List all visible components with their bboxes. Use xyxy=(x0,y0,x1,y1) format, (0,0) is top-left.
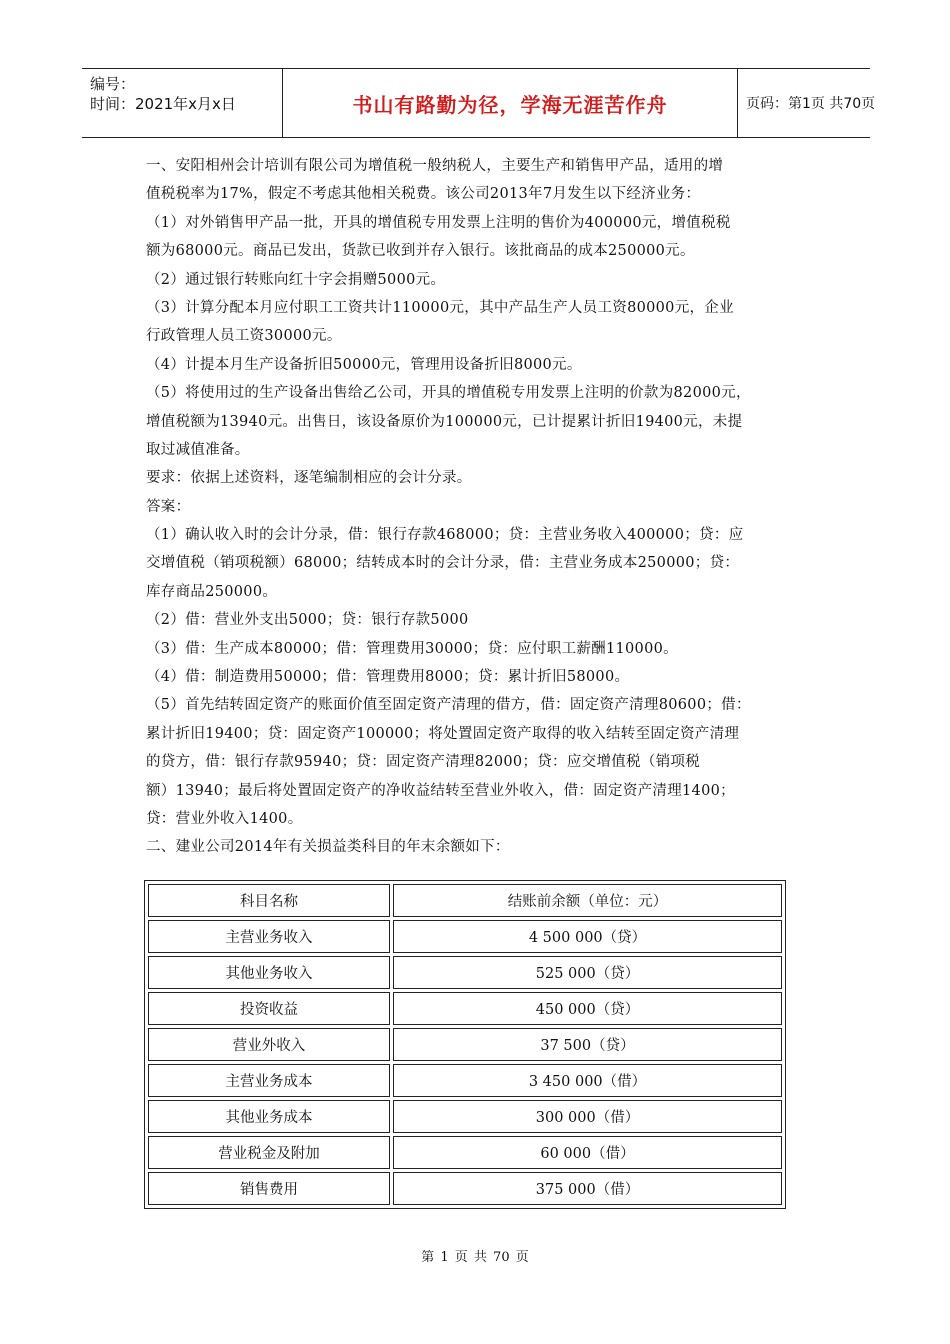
account-name-cell: 营业外收入 xyxy=(148,1028,390,1061)
table-header-account: 科目名称 xyxy=(148,884,390,917)
balance-cell: 375 000（借） xyxy=(393,1172,782,1205)
account-name-cell: 其他业务收入 xyxy=(148,956,390,989)
body-line: 的贷方，借：银行存款95940；贷：固定资产清理82000；贷：应交增值税（销项税 xyxy=(146,754,701,771)
document-body xyxy=(146,152,806,862)
table-row xyxy=(148,1172,782,1205)
balance-cell: 60 000（借） xyxy=(393,1136,782,1169)
table-row xyxy=(148,956,782,989)
body-line: 取过减值准备。 xyxy=(146,441,250,458)
body-line: 值税税率为17%，假定不考虑其他相关税费。该公司2013年7月发生以下经济业务： xyxy=(146,186,701,203)
motto-text: 书山有路勤为径，学海无涯苦作舟 xyxy=(352,92,668,117)
account-name-cell: 主营业务收入 xyxy=(148,920,390,953)
table-row xyxy=(148,1064,782,1097)
page-header xyxy=(82,68,876,138)
body-line: 二、建业公司2014年有关损益类科目的年末余额如下： xyxy=(146,839,510,856)
body-line: （4）计提本月生产设备折旧50000元，管理用设备折旧8000元。 xyxy=(146,356,582,373)
body-line: 交增值税（销项税额）68000；结转成本时的会计分录，借：主营业务成本250000；贷： xyxy=(146,555,740,572)
body-line: （2）通过银行转账向红十字会捐赠5000元。 xyxy=(146,271,446,288)
balance-cell: 37 500（贷） xyxy=(393,1028,782,1061)
table-row xyxy=(148,920,782,953)
body-line: 额为68000元。商品已发出，货款已收到并存入银行。该批商品的成本250000元。 xyxy=(146,243,695,260)
body-line: 答案： xyxy=(146,498,191,515)
body-line: （5）将使用过的生产设备出售给乙公司，开具的增值税专用发票上注明的价款为82000元， xyxy=(146,385,751,402)
body-line: 要求：依据上述资料，逐笔编制相应的会计分录。 xyxy=(146,470,472,487)
code-label: 编号： xyxy=(90,75,136,93)
account-name-cell: 销售费用 xyxy=(148,1172,390,1205)
body-line: （3）借：生产成本80000；借：管理费用30000；贷：应付职工薪酬110000。 xyxy=(146,640,678,657)
body-line: 额）13940；最后将处置固定资产的净收益结转至营业外收入，借：固定资产清理1400； xyxy=(146,782,735,799)
balance-table xyxy=(144,880,786,1209)
body-line: （4）借：制造费用50000；借：管理费用8000；贷：累计折旧58000。 xyxy=(146,669,630,686)
body-line: 一、安阳相州会计培训有限公司为增值税一般纳税人，主要生产和销售甲产品，适用的增 xyxy=(146,158,724,174)
balance-cell: 3 450 000（借） xyxy=(393,1064,782,1097)
body-line: 贷：营业外收入1400。 xyxy=(146,810,303,827)
table-header-row xyxy=(148,884,782,917)
body-line: （1）对外销售甲产品一批，开具的增值税专用发票上注明的售价为400000元，增值税税 xyxy=(146,214,731,231)
account-name-cell: 投资收益 xyxy=(148,992,390,1025)
table-header-balance: 结账前余额（单位：元） xyxy=(393,884,782,917)
body-line: （5）首先结转固定资产的账面价值至固定资产清理的借方，借：固定资产清理80600；借： xyxy=(146,697,751,714)
header-meta xyxy=(82,69,282,137)
table-row xyxy=(148,1100,782,1133)
account-name-cell: 其他业务成本 xyxy=(148,1100,390,1133)
body-line: 库存商品250000。 xyxy=(146,583,278,600)
body-line: 行政管理人员工资30000元。 xyxy=(146,328,342,345)
header-motto-cell xyxy=(282,69,738,137)
table-row xyxy=(148,992,782,1025)
balance-cell: 450 000（贷） xyxy=(393,992,782,1025)
account-name-cell: 主营业务成本 xyxy=(148,1064,390,1097)
table-row xyxy=(148,1136,782,1169)
balance-cell: 4 500 000（贷） xyxy=(393,920,782,953)
body-line: （3）计算分配本月应付职工工资共计110000元，其中产品生产人员工资80000元，企业 xyxy=(146,299,734,316)
body-line: 增值税额为13940元。出售日，该设备原价为100000元，已计提累计折旧19400元，未提 xyxy=(146,413,743,430)
balance-cell: 525 000（贷） xyxy=(393,956,782,989)
body-line: （2）借：营业外支出5000；贷：银行存款5000 xyxy=(146,612,469,629)
account-name-cell: 营业税金及附加 xyxy=(148,1136,390,1169)
body-line: 累计折旧19400；贷：固定资产100000；将处置固定资产取得的收入结转至固定资产清理 xyxy=(146,725,740,742)
table-row xyxy=(148,1028,782,1061)
page-info: 页码：第1页 共70页 xyxy=(746,96,876,112)
page-footer: 第 1 页 共 70 页 xyxy=(421,1250,529,1265)
time-label: 时间：2021年x月x日 xyxy=(90,95,236,113)
balance-cell: 300 000（借） xyxy=(393,1100,782,1133)
body-line: （1）确认收入时的会计分录，借：银行存款468000；贷：主营业务收入400000；贷：应 xyxy=(146,527,744,544)
